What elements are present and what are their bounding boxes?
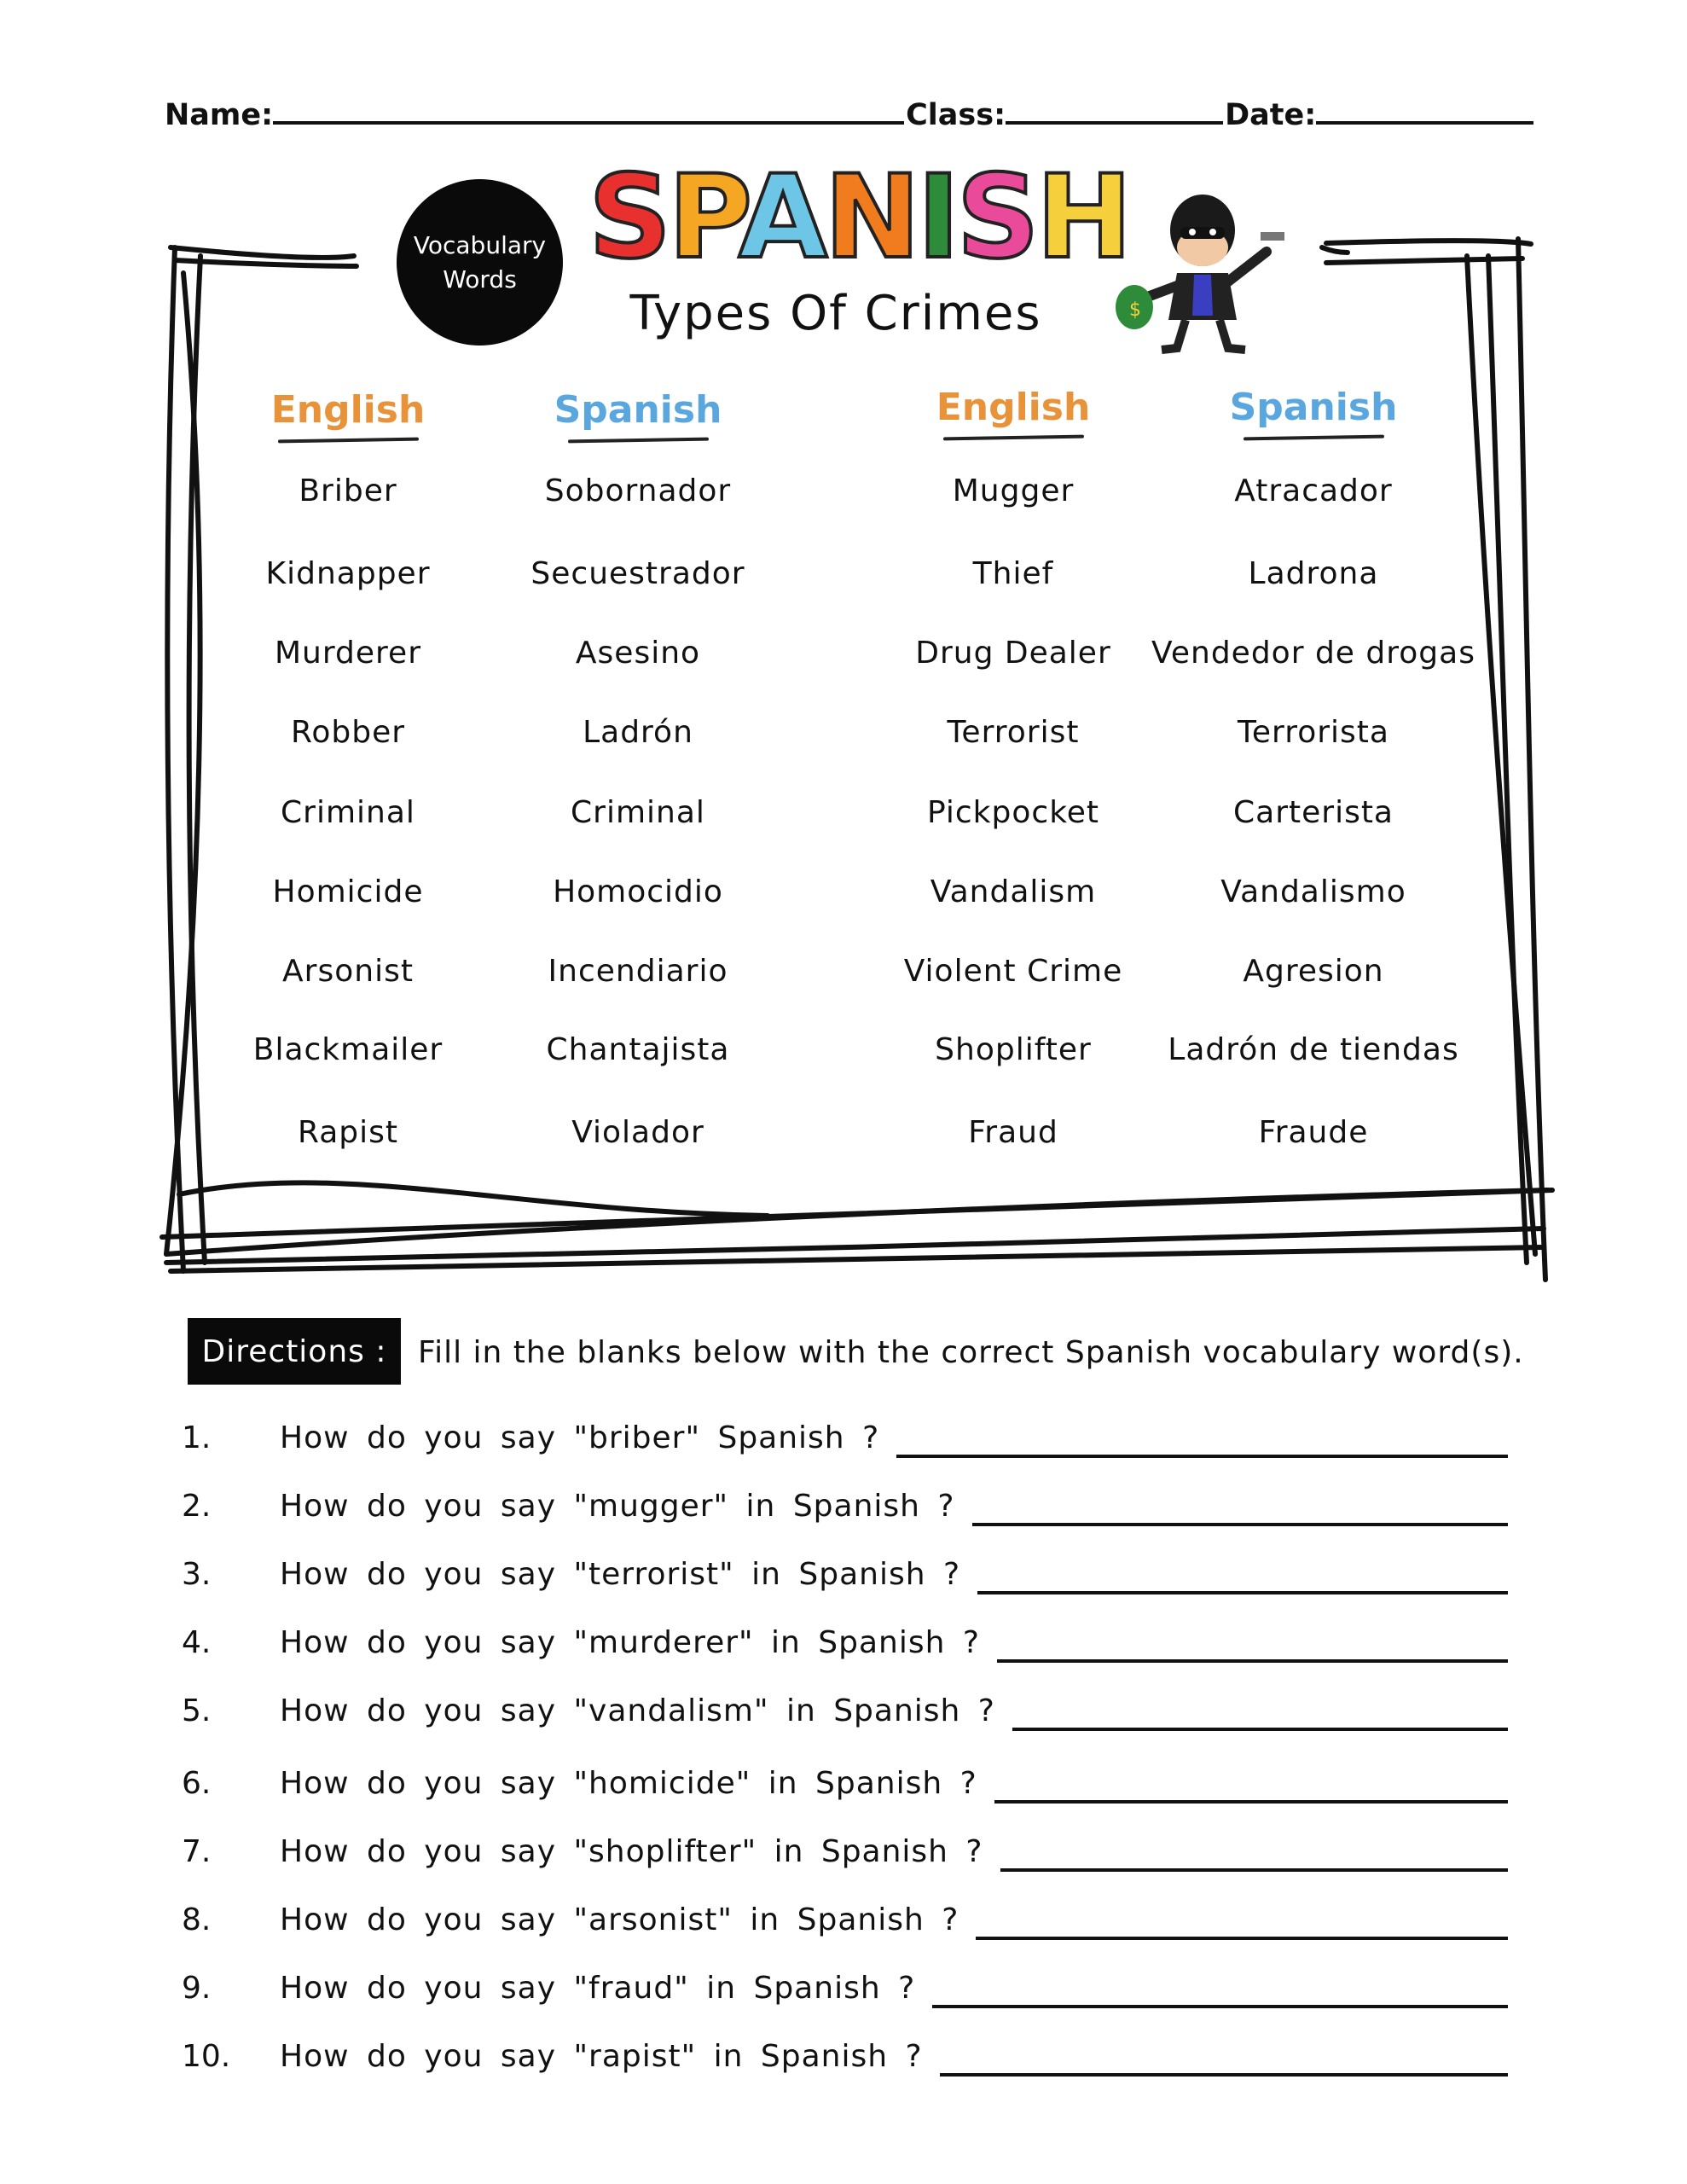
question-text: How do you say "arsonist" in Spanish ? — [280, 1902, 959, 1937]
question-text: How do you say "homicide" in Spanish ? — [280, 1766, 977, 1801]
vocab-english-cell: Homicide — [272, 874, 424, 909]
vocab-spanish-cell: Chantajista — [546, 1032, 730, 1067]
question-text: How do you say "shoplifter" in Spanish ? — [280, 1834, 983, 1869]
answer-blank[interactable] — [932, 2005, 1508, 2008]
question-number: 5. — [182, 1693, 212, 1728]
question-number: 7. — [182, 1834, 212, 1869]
vocab-english-cell: Briber — [299, 473, 397, 508]
vocab-english-cell: Blackmailer — [252, 1032, 443, 1067]
vocab-english-cell: Murderer — [274, 636, 421, 671]
question-text: How do you say "murderer" in Spanish ? — [280, 1625, 980, 1660]
subtitle: Types Of Crimes — [629, 286, 1042, 341]
vocab-spanish-cell: Carterista — [1233, 795, 1394, 830]
logo-letter: N — [824, 150, 918, 284]
question-number: 2. — [182, 1489, 212, 1524]
vocab-english-cell: Criminal — [281, 795, 415, 830]
answer-blank[interactable] — [940, 2073, 1508, 2077]
vocab-english-cell: Terrorist — [947, 715, 1080, 750]
vocab-spanish-cell: Vandalismo — [1220, 874, 1406, 909]
vocab-english-cell: Kidnapper — [265, 556, 431, 591]
badge-line1: Vocabulary — [413, 230, 547, 259]
vocab-english-cell: Rapist — [297, 1115, 398, 1150]
question-text: How do you say "mugger" in Spanish ? — [280, 1489, 955, 1524]
question-number: 1. — [182, 1420, 212, 1455]
spanish-logo — [588, 150, 1129, 284]
logo-letter: S — [956, 150, 1036, 284]
vocab-spanish-cell: Incendiario — [548, 954, 728, 989]
logo-letter: A — [738, 150, 825, 284]
vocab-spanish-cell: Violador — [571, 1115, 704, 1150]
vocab-spanish-cell: Terrorista — [1238, 715, 1389, 750]
vocab-spanish-cell: Ladrona — [1248, 556, 1379, 591]
question-number: 8. — [182, 1902, 212, 1937]
question-text: How do you say "fraud" in Spanish ? — [280, 1971, 916, 2006]
badge-line2: Words — [443, 264, 517, 293]
vocab-english-cell: Violent Crime — [903, 954, 1123, 989]
vocab-english-cell: Thief — [972, 556, 1054, 591]
directions-text: Fill in the blanks below with the correct Spanish vocabulary word(s). — [418, 1335, 1524, 1370]
spanish-label: Spanish — [1229, 386, 1398, 429]
vocab-spanish-cell: Atracador — [1234, 473, 1393, 508]
vocab-spanish-cell: Ladrón — [583, 715, 693, 750]
question-number: 3. — [182, 1557, 212, 1592]
col-head-spanish-2 — [1186, 386, 1441, 439]
logo-letter: P — [668, 150, 739, 284]
vocab-english-cell: Drug Dealer — [915, 636, 1111, 671]
vocab-spanish-cell: Vendedor de drogas — [1151, 636, 1475, 671]
date-label: Date: — [1225, 98, 1317, 132]
vocab-english-cell: Vandalism — [930, 874, 1097, 909]
vocab-english-cell: Fraud — [968, 1115, 1058, 1150]
vocab-english-cell: Mugger — [952, 473, 1075, 508]
spanish-label: Spanish — [554, 388, 722, 432]
question-text: How do you say "vandalism" in Spanish ? — [280, 1693, 995, 1728]
vocab-spanish-cell: Criminal — [571, 795, 705, 830]
question-text: How do you say "terrorist" in Spanish ? — [280, 1557, 961, 1592]
answer-blank[interactable] — [972, 1523, 1508, 1526]
answer-blank[interactable] — [997, 1659, 1508, 1663]
vocab-english-cell: Shoplifter — [935, 1032, 1092, 1067]
question-number: 9. — [182, 1971, 212, 2006]
answer-blank[interactable] — [896, 1455, 1508, 1458]
english-label: English — [270, 388, 426, 432]
answer-blank[interactable] — [1012, 1728, 1508, 1731]
svg-text:$: $ — [1129, 299, 1141, 321]
vocab-spanish-cell: Ladrón de tiendas — [1168, 1032, 1459, 1067]
vocabulary-badge — [397, 179, 563, 346]
answer-blank[interactable] — [1000, 1868, 1508, 1872]
vocab-spanish-cell: Secuestrador — [530, 556, 745, 591]
logo-letter: I — [917, 150, 957, 284]
vocab-english-cell: Arsonist — [282, 954, 414, 989]
vocab-spanish-cell: Asesino — [575, 636, 701, 671]
question-number: 4. — [182, 1625, 212, 1660]
question-text: How do you say "rapist" in Spanish ? — [280, 2039, 923, 2074]
col-head-english-2 — [885, 386, 1141, 439]
vocab-spanish-cell: Agresion — [1243, 954, 1384, 989]
class-label: Class: — [906, 98, 1006, 132]
answer-blank[interactable] — [976, 1937, 1508, 1940]
vocab-spanish-cell: Homocidio — [553, 874, 723, 909]
answer-blank[interactable] — [977, 1591, 1508, 1594]
logo-letter: H — [1035, 150, 1129, 284]
answer-blank[interactable] — [994, 1800, 1508, 1804]
question-number: 6. — [182, 1766, 212, 1801]
col-head-spanish-1 — [510, 388, 766, 442]
vocab-english-cell: Robber — [290, 715, 406, 750]
col-head-english-1 — [220, 388, 476, 442]
question-number: 10. — [182, 2039, 231, 2074]
robber-icon — [1109, 179, 1288, 354]
vocab-spanish-cell: Sobornador — [544, 473, 732, 508]
name-label: Name: — [165, 98, 274, 132]
vocab-spanish-cell: Fraude — [1258, 1115, 1369, 1150]
english-label: English — [936, 386, 1091, 429]
vocab-english-cell: Pickpocket — [926, 795, 1100, 830]
logo-letter: S — [588, 150, 669, 284]
directions-label: Directions : — [188, 1318, 401, 1385]
question-text: How do you say "briber" Spanish ? — [280, 1420, 880, 1455]
